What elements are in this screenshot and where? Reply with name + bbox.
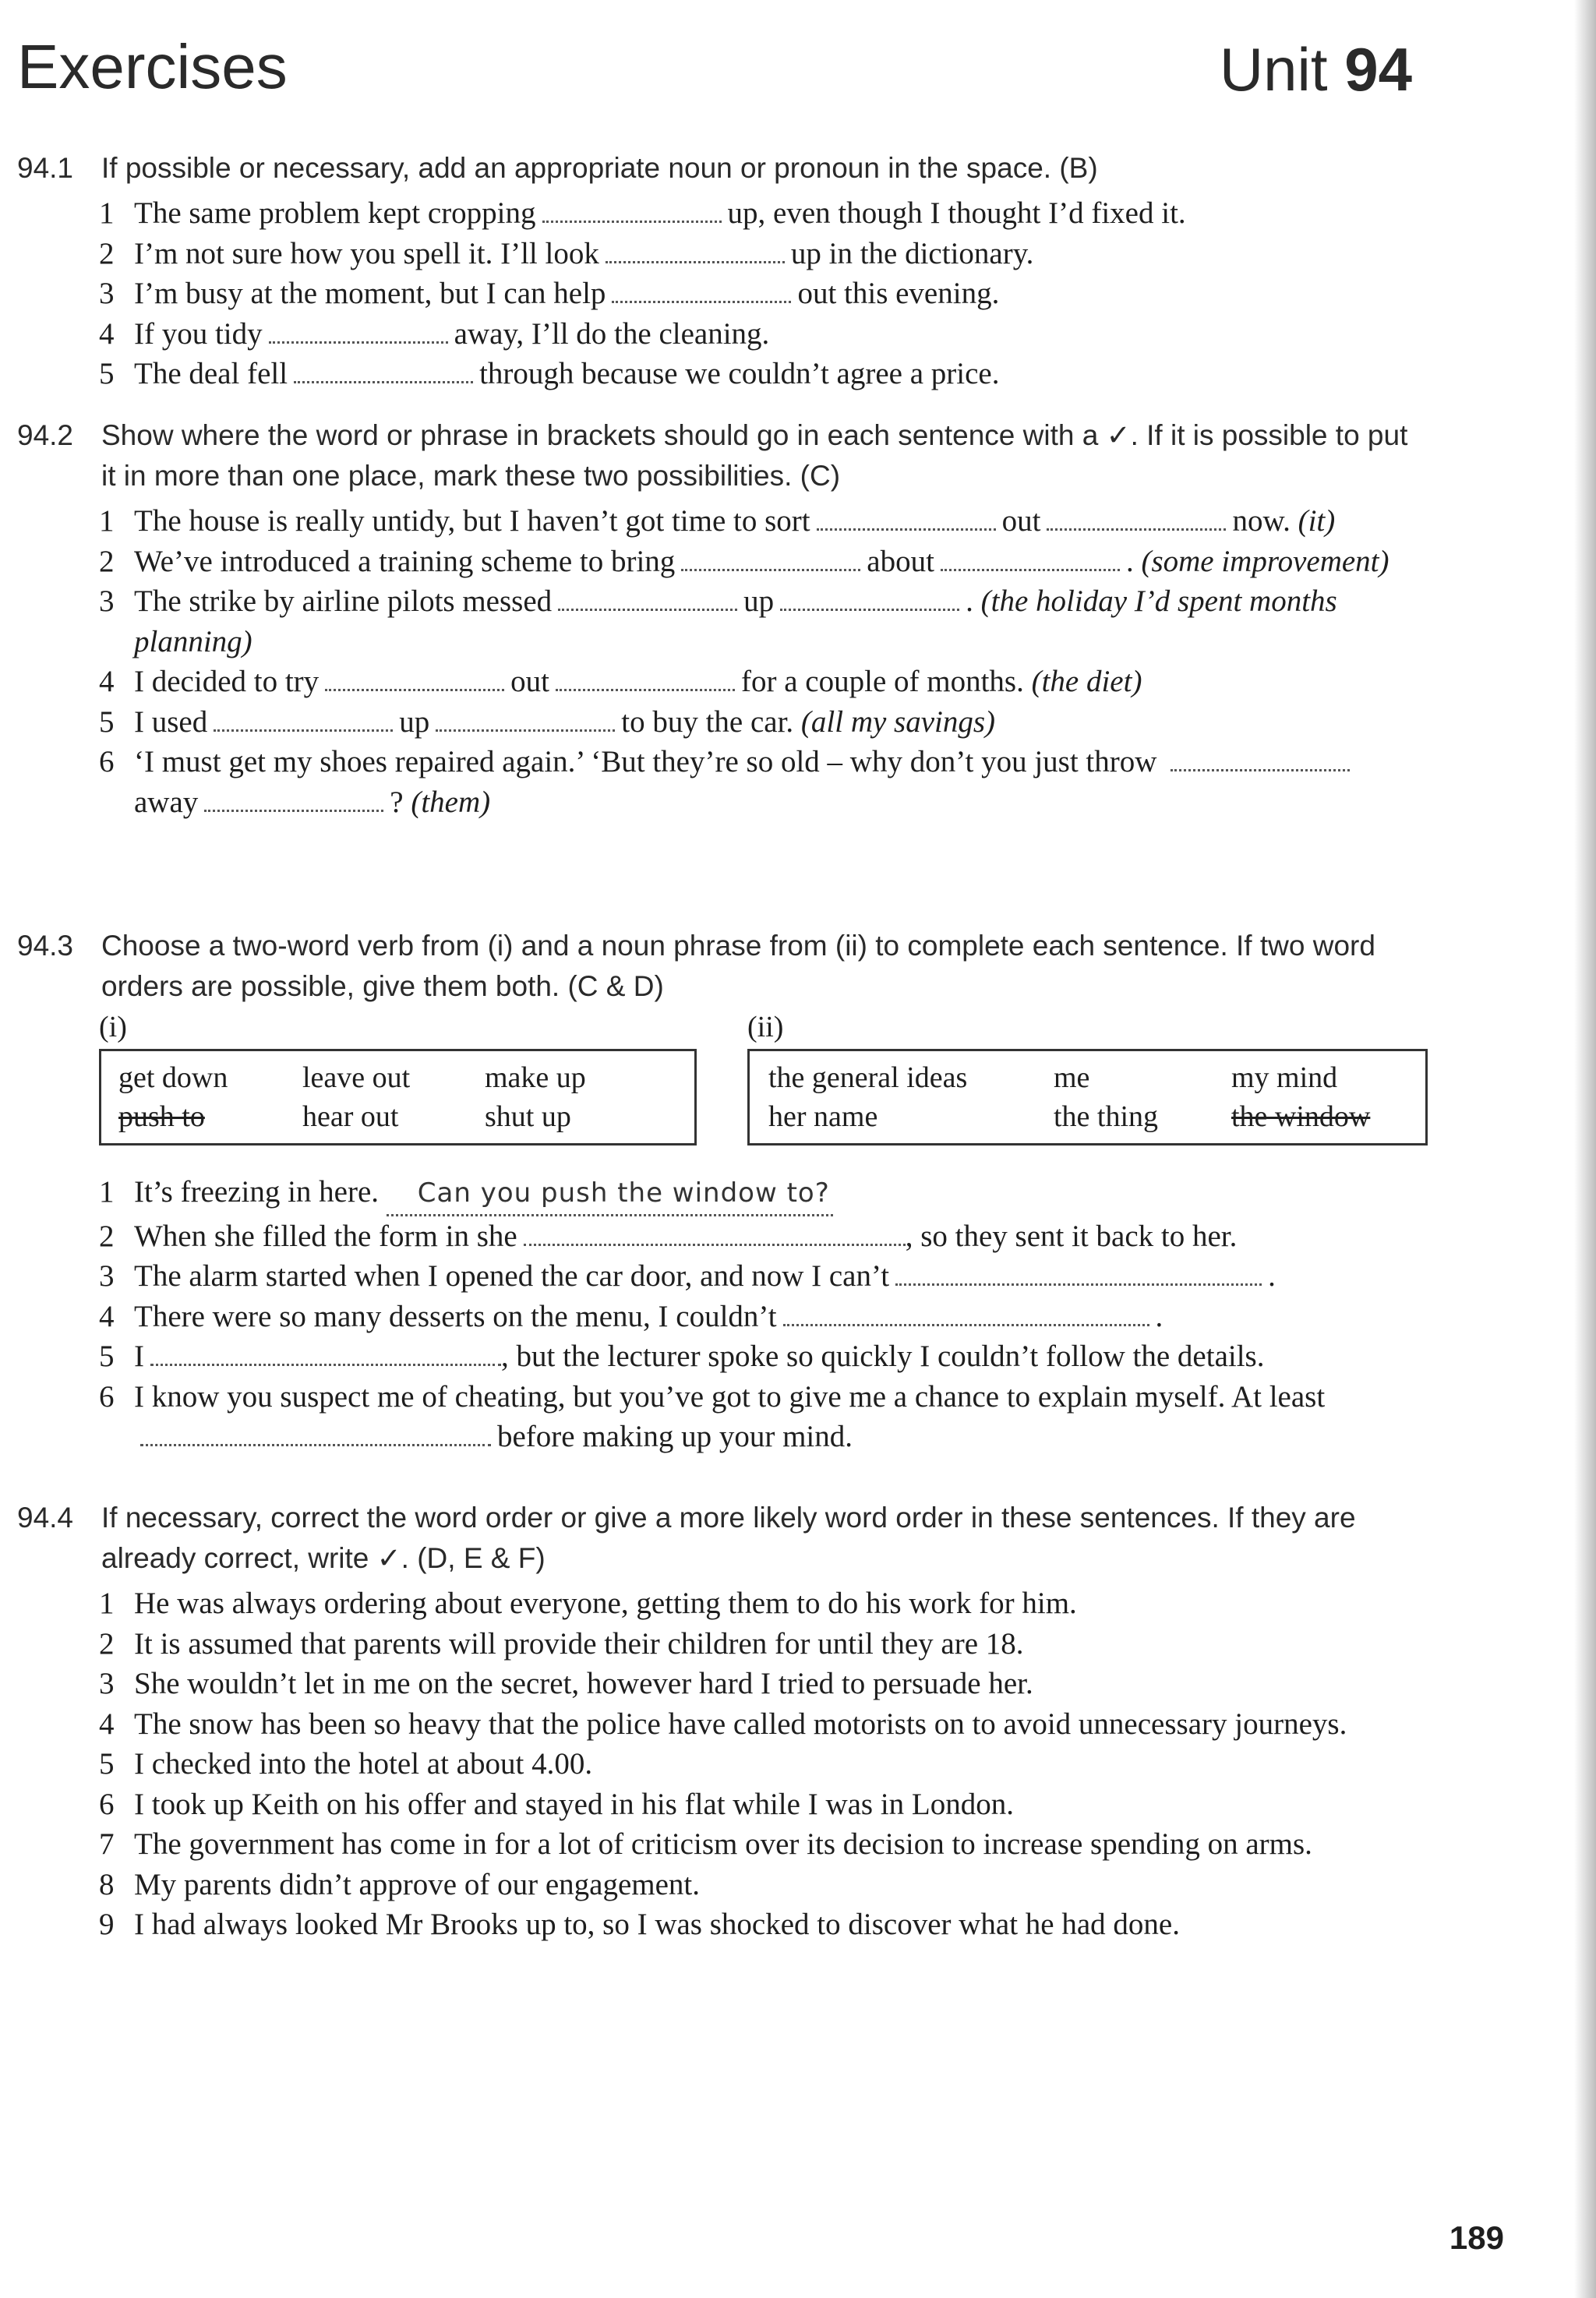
list-item bbox=[99, 1664, 1420, 1704]
unit-label bbox=[1220, 34, 1412, 105]
noun-option-used: the window bbox=[1231, 1100, 1371, 1133]
item-number: 5 bbox=[99, 357, 115, 390]
item-text: away, I’ll do the cleaning. bbox=[454, 316, 770, 351]
bracket-hint: (all my savings) bbox=[800, 704, 996, 739]
item-text: The deal fell bbox=[134, 357, 288, 390]
page-number: 189 bbox=[1449, 2219, 1504, 2256]
item-number: 6 bbox=[99, 1787, 115, 1821]
item-text: . bbox=[1125, 544, 1142, 578]
answer-blank[interactable] bbox=[817, 507, 996, 531]
exercise-items bbox=[99, 193, 1420, 394]
item-text: ? bbox=[390, 785, 404, 819]
list-item bbox=[99, 1744, 1420, 1784]
noun-phrase-box bbox=[747, 1049, 1428, 1145]
answer-blank[interactable] bbox=[204, 788, 383, 812]
item-text: before making up your mind. bbox=[497, 1420, 853, 1453]
list-item bbox=[99, 1216, 1420, 1257]
unit-number: 94 bbox=[1344, 35, 1412, 104]
exercise-94-2 bbox=[17, 415, 1420, 822]
list-item bbox=[99, 1336, 1420, 1377]
answer-blank[interactable] bbox=[325, 667, 504, 691]
list-item bbox=[99, 1172, 1420, 1216]
answer-blank[interactable] bbox=[269, 319, 448, 344]
answer-blank[interactable] bbox=[140, 1422, 491, 1446]
list-item bbox=[99, 234, 1420, 274]
exercise-94-1 bbox=[17, 148, 1420, 394]
exercise-instruction: If necessary, correct the word order or give a more likely word order in these sentences. If they are already correct, write ✓. (D, E & F) bbox=[101, 1502, 1356, 1574]
exercise-heading bbox=[17, 415, 1420, 496]
verb-option: leave out bbox=[302, 1061, 411, 1094]
answer-blank[interactable] bbox=[941, 547, 1120, 571]
item-number: 2 bbox=[99, 1626, 115, 1661]
list-item bbox=[99, 1377, 1420, 1457]
list-item bbox=[99, 1624, 1420, 1664]
list-item bbox=[99, 1256, 1420, 1297]
list-item bbox=[99, 354, 1420, 394]
answer-blank[interactable] bbox=[150, 1342, 501, 1366]
item-number: 1 bbox=[99, 196, 115, 230]
exercise-number: 94.2 bbox=[17, 419, 74, 451]
item-text: I had always looked Mr Brooks up to, so I was shocked to discover what he had done. bbox=[134, 1908, 1180, 1941]
noun-option: my mind bbox=[1231, 1061, 1338, 1094]
exercise-94-4 bbox=[17, 1498, 1420, 1945]
item-number: 4 bbox=[99, 316, 115, 351]
exercise-items bbox=[99, 1172, 1420, 1457]
item-text: for a couple of months. bbox=[741, 665, 1024, 698]
item-text: I’m busy at the moment, but I can help bbox=[134, 277, 606, 310]
answer-blank[interactable] bbox=[783, 1302, 1149, 1326]
answer-blank[interactable] bbox=[681, 547, 860, 571]
bracket-hint: (the diet) bbox=[1031, 665, 1142, 698]
verb-option-used: push to bbox=[118, 1100, 205, 1133]
page-title: Exercises bbox=[17, 32, 288, 101]
item-text: out bbox=[510, 665, 550, 698]
item-text: out this evening. bbox=[797, 277, 1000, 310]
item-text: out bbox=[1001, 504, 1041, 538]
exercise-instruction: Show where the word or phrase in brackets should go in each sentence with a ✓. If it is possible to put it in more than one place, mark these two possibilities. (C) bbox=[101, 419, 1408, 492]
answer-blank[interactable] bbox=[612, 279, 791, 303]
item-text: We’ve introduced a training scheme to bring bbox=[134, 544, 676, 578]
exercise-94-3 bbox=[17, 926, 1420, 1457]
exercise-heading bbox=[17, 926, 1420, 1007]
item-number: 2 bbox=[99, 544, 115, 578]
list-item bbox=[99, 1904, 1420, 1945]
list-item bbox=[99, 1865, 1420, 1905]
exercise-number: 94.4 bbox=[17, 1502, 74, 1534]
item-number: 5 bbox=[99, 704, 115, 739]
answer-blank[interactable] bbox=[542, 199, 722, 223]
item-text: I took up Keith on his offer and stayed in his flat while I was in London. bbox=[134, 1787, 1015, 1821]
noun-option: her name bbox=[768, 1100, 878, 1133]
box-label: (i) bbox=[99, 1011, 127, 1043]
noun-option: the general ideas bbox=[768, 1061, 968, 1094]
item-number: 6 bbox=[99, 1379, 115, 1414]
item-text: . bbox=[1155, 1299, 1163, 1333]
item-number: 9 bbox=[99, 1908, 115, 1941]
list-item bbox=[99, 581, 1420, 662]
item-text: My parents didn’t approve of our engagement. bbox=[134, 1867, 700, 1901]
item-text: I decided to try bbox=[134, 665, 320, 698]
word-boxes bbox=[99, 1010, 1420, 1166]
exercise-instruction: Choose a two-word verb from (i) and a noun phrase from (ii) to complete each sentence. If two word orders are possible, give them both. (C & D) bbox=[101, 930, 1375, 1002]
item-text: There were so many desserts on the menu, I couldn’t bbox=[134, 1299, 777, 1333]
verb-option: get down bbox=[118, 1061, 228, 1094]
exercise-number: 94.3 bbox=[17, 930, 74, 962]
example-answer: Can you push the window to? bbox=[387, 1174, 833, 1216]
item-text: up in the dictionary. bbox=[790, 236, 1034, 270]
exercise-number: 94.1 bbox=[17, 152, 74, 184]
verb-option: hear out bbox=[302, 1100, 399, 1133]
item-text: The house is really untidy, but I haven’t got time to sort bbox=[134, 504, 810, 538]
item-number: 7 bbox=[99, 1827, 115, 1861]
list-item bbox=[99, 1824, 1420, 1865]
list-item bbox=[99, 274, 1420, 314]
box-label: (ii) bbox=[747, 1011, 784, 1043]
item-text: I checked into the hotel at about 4.00. bbox=[134, 1747, 593, 1781]
exercise-heading bbox=[17, 148, 1420, 189]
item-number: 3 bbox=[99, 1259, 115, 1293]
item-number: 1 bbox=[99, 1175, 115, 1209]
item-text: to buy the car. bbox=[621, 704, 794, 739]
item-text: , so they sent it back to her. bbox=[905, 1219, 1238, 1253]
item-text: The government has come in for a lot of criticism over its decision to increase spending on arms. bbox=[134, 1827, 1312, 1861]
item-text: If you tidy bbox=[134, 316, 263, 351]
item-number: 2 bbox=[99, 1219, 115, 1253]
item-number: 3 bbox=[99, 584, 115, 618]
exercise-heading bbox=[17, 1498, 1420, 1579]
item-text: When she filled the form in she bbox=[134, 1219, 517, 1253]
item-text: The snow has been so heavy that the police have called motorists on to avoid unnecessary journeys. bbox=[134, 1707, 1347, 1741]
item-number: 8 bbox=[99, 1867, 115, 1901]
list-item bbox=[99, 193, 1420, 234]
item-number: 4 bbox=[99, 1299, 115, 1333]
item-text: up bbox=[399, 704, 430, 739]
item-text: I’m not sure how you spell it. I’ll look bbox=[134, 236, 599, 270]
bracket-hint: (some improvement) bbox=[1141, 544, 1389, 578]
verb-option: shut up bbox=[485, 1100, 571, 1133]
list-item bbox=[99, 542, 1420, 582]
item-text: . bbox=[966, 584, 981, 618]
exercise-items bbox=[99, 501, 1420, 822]
answer-blank[interactable] bbox=[294, 359, 473, 383]
list-item bbox=[99, 742, 1420, 822]
item-text: away bbox=[134, 785, 199, 819]
exercise-instruction: If possible or necessary, add an appropriate noun or pronoun in the space. (B) bbox=[101, 152, 1098, 184]
item-text: now. bbox=[1232, 504, 1291, 538]
item-number: 1 bbox=[99, 1587, 115, 1620]
item-text: He was always ordering about everyone, getting them to do his work for him. bbox=[134, 1587, 1077, 1620]
answer-blank[interactable] bbox=[436, 708, 615, 732]
item-number: 6 bbox=[99, 745, 115, 778]
page-edge-shadow bbox=[1574, 0, 1596, 2298]
item-text: She wouldn’t let in me on the secret, however hard I tried to persuade her. bbox=[134, 1667, 1033, 1700]
item-number: 3 bbox=[99, 1667, 115, 1700]
answer-blank[interactable] bbox=[214, 708, 393, 732]
answer-blank[interactable] bbox=[556, 667, 735, 691]
item-number: 5 bbox=[99, 1747, 115, 1781]
item-number: 4 bbox=[99, 665, 115, 698]
verb-box bbox=[99, 1049, 697, 1145]
bracket-hint: (the holiday I’d spent months planning) bbox=[134, 584, 1337, 658]
list-item bbox=[99, 314, 1420, 355]
item-text: I know you suspect me of cheating, but you’ve got to give me a chance to explain myself. At least bbox=[134, 1379, 1326, 1414]
bracket-hint: (them) bbox=[411, 785, 491, 819]
noun-option: me bbox=[1054, 1061, 1090, 1094]
noun-option: the thing bbox=[1054, 1100, 1159, 1133]
list-item bbox=[99, 501, 1420, 542]
answer-blank[interactable] bbox=[524, 1222, 906, 1246]
item-number: 1 bbox=[99, 504, 115, 538]
item-text: It’s freezing in here. bbox=[134, 1175, 380, 1209]
item-text: The alarm started when I opened the car door, and now I can’t bbox=[134, 1259, 890, 1293]
list-item bbox=[99, 1784, 1420, 1825]
answer-blank[interactable] bbox=[1047, 507, 1226, 531]
verb-option: make up bbox=[485, 1061, 586, 1094]
item-text: through because we couldn’t agree a price. bbox=[479, 357, 1000, 390]
item-text: I used bbox=[134, 704, 208, 739]
item-text: , but the lecturer spoke so quickly I couldn’t follow the details. bbox=[501, 1340, 1265, 1373]
item-number: 2 bbox=[99, 236, 115, 270]
list-item bbox=[99, 662, 1420, 702]
list-item bbox=[99, 1297, 1420, 1337]
list-item bbox=[99, 1704, 1420, 1745]
item-text: ‘I must get my shoes repaired again.’ ‘But they’re so old – why don’t you just throw bbox=[134, 745, 1157, 778]
item-text: about bbox=[867, 544, 934, 578]
exercise-items bbox=[99, 1583, 1420, 1945]
item-text: up, even though I thought I’d fixed it. bbox=[727, 196, 1186, 230]
answer-blank[interactable] bbox=[558, 587, 737, 611]
item-text: The same problem kept cropping bbox=[134, 196, 536, 230]
item-number: 5 bbox=[99, 1340, 115, 1373]
answer-blank[interactable] bbox=[606, 239, 785, 263]
item-number: 3 bbox=[99, 277, 115, 310]
item-text: It is assumed that parents will provide their children for until they are 18. bbox=[134, 1626, 1024, 1661]
page-header bbox=[17, 31, 1412, 117]
item-text: The strike by airline pilots messed bbox=[134, 584, 553, 618]
answer-blank[interactable] bbox=[780, 587, 959, 611]
answer-blank[interactable] bbox=[1171, 747, 1350, 771]
bracket-hint: (it) bbox=[1298, 504, 1336, 538]
item-text: up bbox=[743, 584, 775, 618]
list-item bbox=[99, 1583, 1420, 1624]
item-text: I bbox=[134, 1340, 144, 1373]
item-number: 4 bbox=[99, 1707, 115, 1741]
answer-blank[interactable] bbox=[895, 1262, 1262, 1286]
list-item bbox=[99, 702, 1420, 743]
unit-prefix: Unit bbox=[1219, 35, 1328, 104]
item-text: . bbox=[1268, 1259, 1276, 1293]
